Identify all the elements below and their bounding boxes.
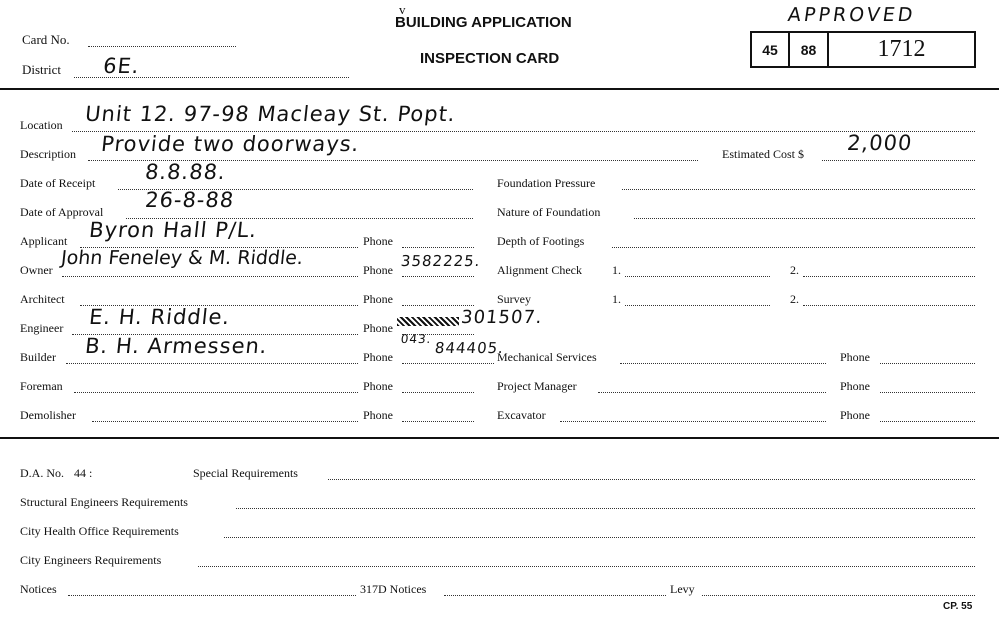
mechanical-phone-field[interactable]	[880, 363, 975, 364]
tick-mark: v	[399, 2, 406, 17]
da-no-label: D.A. No.	[20, 466, 64, 480]
depth-footings-label: Depth of Footings	[497, 234, 585, 248]
builder-phone-label: Phone	[363, 350, 393, 364]
survey-1-label: 1.	[612, 292, 621, 306]
owner-value: John Feneley & M. Riddle.	[60, 247, 305, 269]
alignment-check-2-label: 2.	[790, 263, 799, 277]
ref-box-1	[750, 31, 790, 68]
form-code: CP. 55	[943, 601, 973, 612]
alignment-check-label: Alignment Check	[497, 263, 582, 277]
demolisher-field[interactable]	[92, 421, 358, 422]
levy-label: Levy	[670, 582, 695, 596]
ref-box-1-value: 45	[762, 41, 778, 58]
architect-label: Architect	[20, 292, 65, 306]
survey-2-label: 2.	[790, 292, 799, 306]
applicant-value: Byron Hall P/L.	[88, 218, 259, 242]
title-building-application: BUILDING APPLICATION	[395, 14, 572, 31]
owner-phone-field[interactable]	[402, 276, 474, 277]
location-label: Location	[20, 118, 63, 132]
owner-field[interactable]	[62, 276, 358, 277]
project-manager-label: Project Manager	[497, 379, 577, 393]
ref-box-2	[788, 31, 829, 68]
owner-phone-value: 3582225.	[400, 252, 482, 270]
excavator-label: Excavator	[497, 408, 546, 422]
alignment-check-1-label: 1.	[612, 263, 621, 277]
survey-label: Survey	[497, 292, 531, 306]
survey-2-field[interactable]	[803, 305, 975, 306]
applicant-label: Applicant	[20, 234, 68, 248]
date-approval-label: Date of Approval	[20, 205, 104, 219]
notices-317d-field[interactable]	[444, 595, 666, 596]
builder-phone-field[interactable]	[402, 363, 494, 364]
mechanical-services-label: Mechanical Services	[497, 350, 597, 364]
structural-requirements-field[interactable]	[236, 508, 975, 509]
special-requirements-label: Special Requirements	[193, 466, 298, 480]
project-manager-phone-field[interactable]	[880, 392, 975, 393]
ref-box-2-value: 88	[800, 41, 817, 58]
card-no-label: Card No.	[22, 32, 70, 47]
engineer-value: E. H. Riddle.	[88, 305, 232, 329]
depth-footings-field[interactable]	[612, 247, 975, 248]
engineer-phone-label: Phone	[363, 321, 393, 335]
ref-box-3	[827, 31, 976, 68]
architect-phone-field[interactable]	[402, 305, 474, 306]
foundation-pressure-label: Foundation Pressure	[497, 176, 596, 190]
foundation-pressure-field[interactable]	[622, 189, 975, 190]
notices-label: Notices	[20, 582, 57, 596]
foreman-label: Foreman	[20, 379, 63, 393]
project-manager-phone-label: Phone	[840, 379, 870, 393]
foreman-phone-label: Phone	[363, 379, 393, 393]
health-requirements-field[interactable]	[224, 537, 975, 538]
owner-label: Owner	[20, 263, 53, 277]
location-value: Unit 12. 97-98 Macleay St. Popt.	[84, 102, 457, 126]
da-no-value: 44 :	[74, 466, 93, 480]
architect-phone-label: Phone	[363, 292, 393, 306]
date-receipt-label: Date of Receipt	[20, 176, 96, 190]
notices-field[interactable]	[68, 595, 356, 596]
survey-1-field[interactable]	[625, 305, 770, 306]
card-no-field[interactable]	[88, 46, 236, 47]
builder-value: B. H. Armessen.	[84, 334, 269, 358]
demolisher-phone-field[interactable]	[402, 421, 474, 422]
builder-phone-value: 844405.	[434, 339, 505, 357]
footer-divider	[0, 437, 999, 439]
description-label: Description	[20, 147, 76, 161]
header-divider	[0, 88, 999, 90]
title-inspection-card: INSPECTION CARD	[420, 50, 560, 67]
levy-field[interactable]	[702, 595, 975, 596]
applicant-phone-field[interactable]	[402, 247, 474, 248]
builder-phone-prefix: 043.	[400, 332, 433, 346]
ref-box-3-value: 1712	[877, 36, 926, 62]
owner-phone-label: Phone	[363, 263, 393, 277]
foreman-field[interactable]	[74, 392, 358, 393]
mechanical-services-field[interactable]	[620, 363, 826, 364]
builder-field[interactable]	[66, 363, 358, 364]
estimated-cost-value: 2,000	[846, 131, 914, 155]
date-receipt-value: 8.8.88.	[144, 160, 228, 184]
project-manager-field[interactable]	[598, 392, 826, 393]
builder-label: Builder	[20, 350, 56, 364]
alignment-check-2-field[interactable]	[803, 276, 975, 277]
nature-foundation-field[interactable]	[634, 218, 975, 219]
excavator-phone-label: Phone	[840, 408, 870, 422]
applicant-phone-label: Phone	[363, 234, 393, 248]
excavator-phone-field[interactable]	[880, 421, 975, 422]
district-label: District	[22, 62, 61, 77]
demolisher-phone-label: Phone	[363, 408, 393, 422]
district-value: 6E.	[102, 54, 141, 78]
structural-requirements-label: Structural Engineers Requirements	[20, 495, 188, 509]
health-requirements-label: City Health Office Requirements	[20, 524, 179, 538]
city-engineers-requirements-label: City Engineers Requirements	[20, 553, 162, 567]
demolisher-label: Demolisher	[20, 408, 76, 422]
engineer-phone-value: 301507.	[460, 307, 544, 328]
city-engineers-requirements-field[interactable]	[198, 566, 975, 567]
excavator-field[interactable]	[560, 421, 826, 422]
approved-stamp: APPROVED	[786, 4, 917, 26]
special-requirements-field[interactable]	[328, 479, 975, 480]
foreman-phone-field[interactable]	[402, 392, 474, 393]
notices-317d-label: 317D Notices	[360, 582, 427, 596]
estimated-cost-field[interactable]	[822, 160, 975, 161]
nature-foundation-label: Nature of Foundation	[497, 205, 601, 219]
description-value: Provide two doorways.	[100, 132, 361, 156]
date-approval-value: 26-8-88	[144, 188, 236, 212]
mechanical-phone-label: Phone	[840, 350, 870, 364]
alignment-check-1-field[interactable]	[625, 276, 770, 277]
engineer-label: Engineer	[20, 321, 64, 335]
crossed-out-number	[397, 317, 459, 326]
estimated-cost-label: Estimated Cost $	[722, 147, 804, 161]
